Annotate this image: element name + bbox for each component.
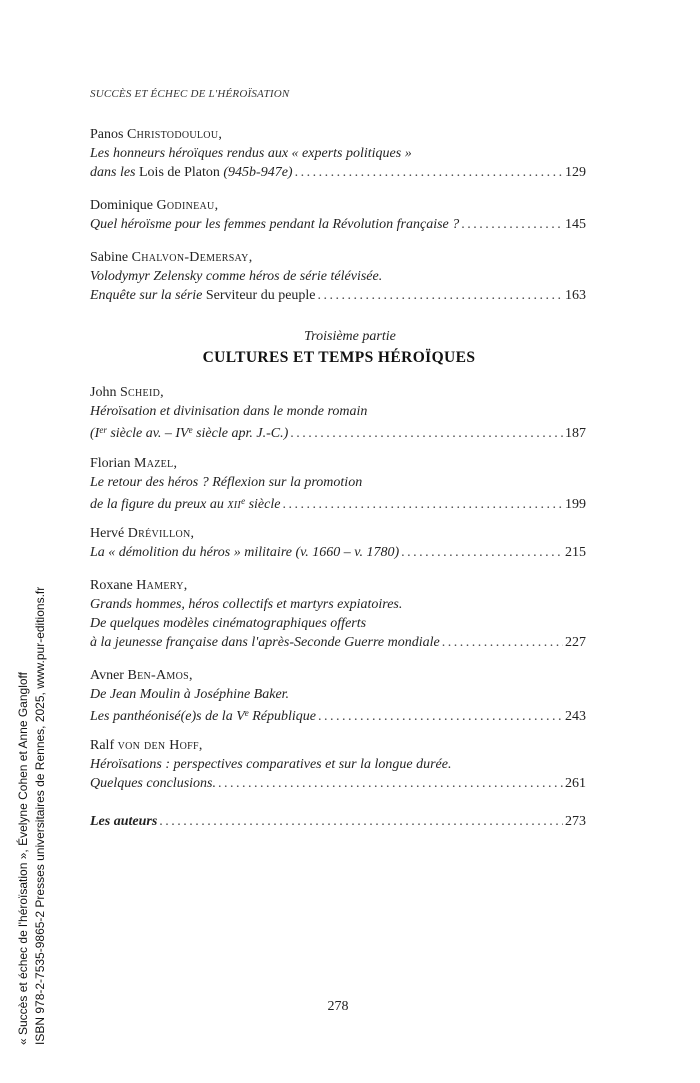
side-copyright-note <box>15 587 49 1045</box>
entry-title-line[interactable]: dans les Lois de Platon (945b-947e) . . . 129 <box>90 163 586 182</box>
author-last-name: Christodoulou <box>126 127 219 142</box>
page-ref: 129 <box>565 165 586 180</box>
entry-author: Dominique Godineau, <box>90 198 219 213</box>
entry-author: John Scheid, <box>90 385 164 400</box>
entry-title-line: Héroïsation et divinisation dans le monde romain <box>90 404 368 419</box>
dot-leader <box>218 774 563 793</box>
page-ref: 163 <box>565 288 586 303</box>
entry-title-line[interactable]: (Ier siècle av. – IVe siècle apr. J.-C.) . . . 187 <box>90 421 586 440</box>
entry-title-line[interactable]: Les panthéonisé(e)s de la Ve République . . . 243 <box>90 704 586 723</box>
part-label: Troisième partie <box>304 329 396 344</box>
dot-leader <box>290 424 563 443</box>
page-ref: 273 <box>565 814 586 829</box>
entry-title-line: De quelques modèles cinématographiques offerts <box>90 616 367 631</box>
side-note-line-1: « Succès et échec de l'héroïsation », Évelyne Cohen et Anne Gangloff <box>16 672 30 1045</box>
entry-author <box>90 125 586 144</box>
dot-leader <box>318 707 563 726</box>
part-title: CULTURES ET TEMPS HÉROÏQUES <box>202 349 476 366</box>
toc-entry <box>90 736 586 793</box>
toc-entry <box>90 454 586 511</box>
dot-leader <box>159 812 563 831</box>
entry-author: Ralf von den Hoff, <box>90 738 203 753</box>
entry-title-line[interactable]: Quelques conclusions. . . . 261 <box>90 774 586 793</box>
entry-author: Sabine Chalvon-Demersay, <box>90 250 253 265</box>
toc-entry <box>90 196 586 234</box>
entry-title-line: Le retour des héros ? Réflexion sur la promotion <box>90 475 363 490</box>
entry-title-line[interactable]: de la figure du preux au xii$^e$ siècle . . . 199 <box>90 492 586 511</box>
page-ref: 227 <box>565 635 586 650</box>
side-note-line-2: ISBN 978-2-7535-9865-2 Presses universitaires de Rennes, 2025, www.pur-editions.fr <box>33 586 47 1045</box>
entry-author: Hervé Drévillon, <box>90 526 195 541</box>
page-number: 278 <box>327 999 349 1014</box>
entry-title-line: Héroïsations : perspectives comparatives et sur la longue durée. <box>90 757 452 772</box>
entry-title-line[interactable]: Quel héroïsme pour les femmes pendant la Révolution française ? . . . 145 <box>90 215 586 234</box>
running-head: SUCCÈS ET ÉCHEC DE L'HÉROÏSATION <box>90 88 290 100</box>
page-ref: 215 <box>565 545 586 560</box>
dot-leader <box>282 495 563 514</box>
dot-leader <box>442 633 563 652</box>
toc-entry <box>90 125 586 182</box>
toc-entry-authors <box>90 812 586 831</box>
entry-title-line[interactable]: à la jeunesse française dans l'après-Seconde Guerre mondiale . . . 227 <box>90 633 586 652</box>
page-ref: 243 <box>565 709 586 724</box>
toc-entry <box>90 576 586 652</box>
entry-author: Avner Ben-Amos, <box>90 668 193 683</box>
entry-title-line: Les honneurs héroïques rendus aux « experts politiques » <box>90 146 412 161</box>
entry-title-line: Grands hommes, héros collectifs et martyrs expiatoires. <box>90 597 403 612</box>
toc-entry <box>90 524 586 562</box>
toc-entry <box>90 666 586 723</box>
author-comma: , <box>218 127 222 142</box>
page-ref: 187 <box>565 426 586 441</box>
author-first-name: Panos <box>90 127 127 142</box>
entry-title-line: De Jean Moulin à Joséphine Baker. <box>90 687 290 702</box>
entry-author: Florian Mazel, <box>90 456 177 471</box>
entry-title-line[interactable]: Enquête sur la série Serviteur du peuple . . . 163 <box>90 286 586 305</box>
toc-entry <box>90 383 586 440</box>
entry-title-line: Volodymyr Zelensky comme héros de série télévisée. <box>90 269 383 284</box>
entry-title-line[interactable]: Les auteurs . . . 273 <box>90 812 586 831</box>
entry-title-line[interactable]: La « démolition du héros » militaire (v. 1660 – v. 1780) . . . 215 <box>90 543 586 562</box>
page-ref: 145 <box>565 217 586 232</box>
dot-leader <box>295 163 563 182</box>
page-ref: 199 <box>565 497 586 512</box>
dot-leader <box>318 286 563 305</box>
entry-author: Roxane Hamery, <box>90 578 188 593</box>
page-ref: 261 <box>565 776 586 791</box>
toc-entry <box>90 248 586 305</box>
dot-leader <box>401 543 563 562</box>
dot-leader <box>461 215 563 234</box>
